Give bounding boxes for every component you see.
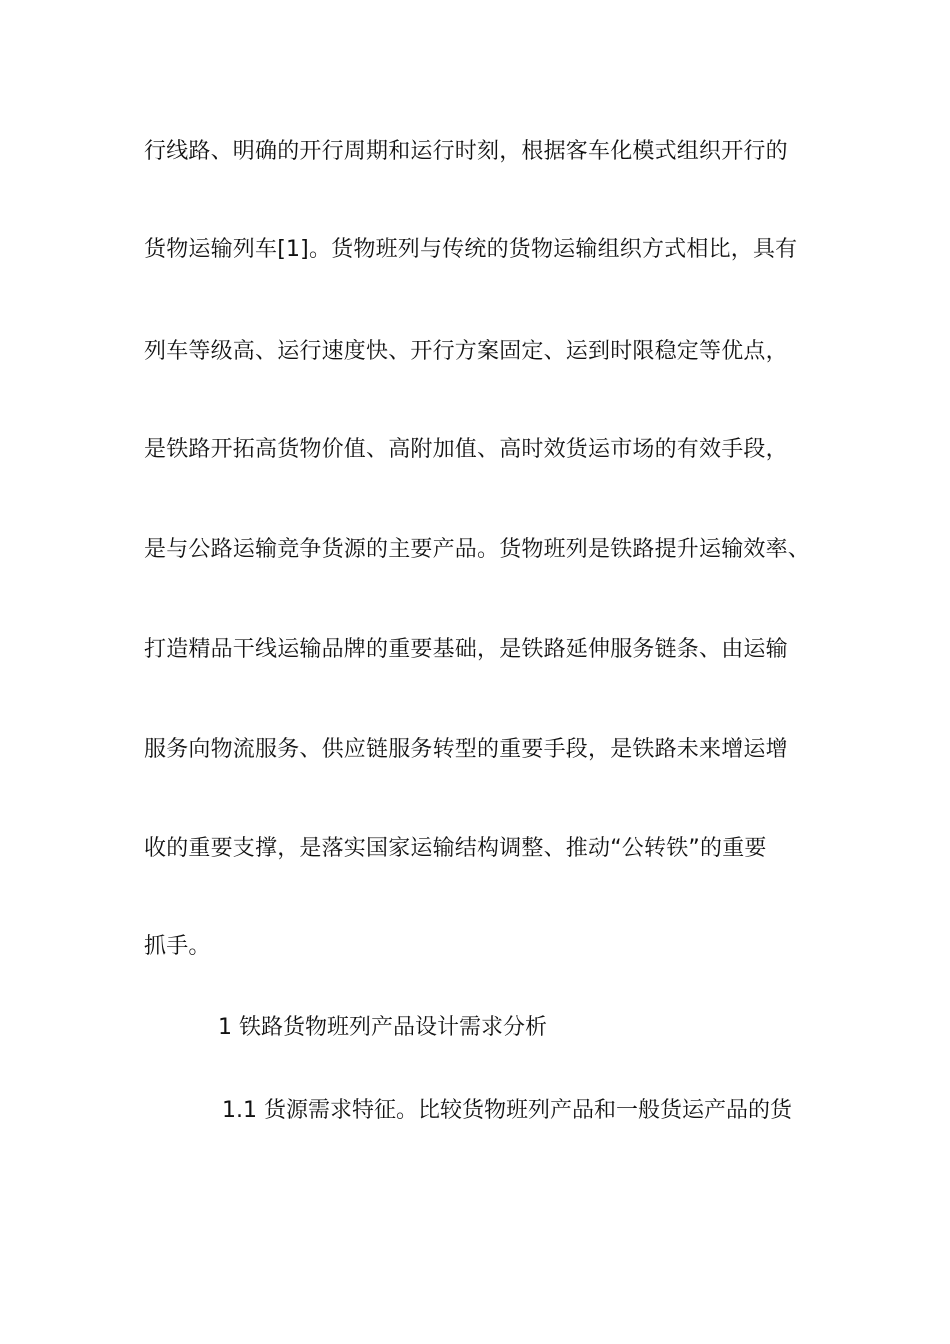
paragraph-line: 抓手。: [144, 934, 211, 959]
paragraph-line: 列车等级高、运行速度快、开行方案固定、运到时限稳定等优点，: [144, 339, 788, 364]
paragraph-line: 是与公路运输竞争货源的主要产品。货物班列是铁路提升运输效率、: [144, 537, 811, 562]
paragraph-line: 服务向物流服务、供应链服务转型的重要手段，是铁路未来增运增: [144, 737, 788, 762]
paragraph-line: 收的重要支撑，是落实国家运输结构调整、推动“公转铁”的重要: [144, 836, 767, 861]
paragraph-line: 是铁路开拓高货物价值、高附加值、高时效货运市场的有效手段，: [144, 437, 788, 462]
subsection-line: 1.1 货源需求特征。比较货物班列产品和一般货运产品的货: [222, 1098, 792, 1123]
section-heading: 1 铁路货物班列产品设计需求分析: [218, 1015, 547, 1040]
paragraph-line: 货物运输列车[1]。货物班列与传统的货物运输组织方式相比，具有: [144, 237, 798, 262]
paragraph-line: 行线路、明确的开行周期和运行时刻，根据客车化模式组织开行的: [144, 139, 788, 164]
paragraph-line: 打造精品干线运输品牌的重要基础，是铁路延伸服务链条、由运输: [144, 637, 788, 662]
